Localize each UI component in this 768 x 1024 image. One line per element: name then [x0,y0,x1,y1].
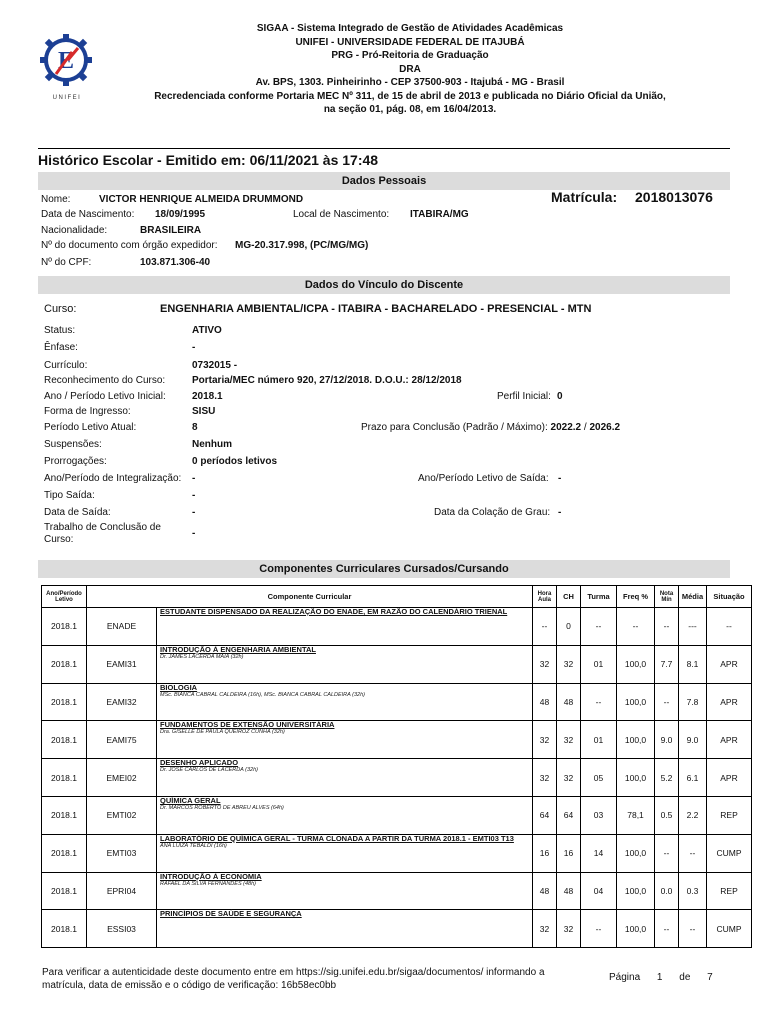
header-line-dra: DRA [399,63,421,75]
componente-docente: Dr. MARCOS ROBERTO DE ABREU ALVES (64h) [160,804,284,811]
section-dados-pessoais: Dados Pessoais [38,172,730,190]
prazo-separator: / [583,422,587,433]
nome-value: VICTOR HENRIQUE ALMEIDA DRUMMOND [99,194,304,205]
cell-situacao: REP [707,796,752,834]
curriculo-value: 0732015 - [192,360,238,371]
cpf-label: Nº do CPF: [41,257,92,268]
cell-freq: 100,0 [617,834,655,872]
table-header-row [42,586,752,608]
tipo-saida-label: Tipo Saída: [44,490,95,501]
nacionalidade-value: BRASILEIRA [140,225,202,236]
header-line-address: Av. BPS, 1303. Pinheirinho - CEP 37500-903 - Itajubá - MG - Brasil [255,77,565,88]
reconhecimento-value: Portaria/MEC número 920, 27/12/2018. D.O.U.: 28/12/2018 [192,375,462,386]
cell-codigo: EAMI75 [87,721,157,759]
cell-ch: 32 [557,910,581,948]
cell-turma: 05 [581,759,617,797]
cell-freq: -- [617,608,655,646]
cell-freq: 100,0 [617,683,655,721]
cell-hora-aula: 32 [533,759,557,797]
tcc-label [44,522,161,546]
cell-nota-min: -- [655,608,679,646]
componente-docente: Dra. GISELLE DE PAULA QUEIROZ CUNHA (32h) [160,729,285,736]
table-row [42,608,752,646]
tipo-saida-value: - [192,490,196,501]
cell-hora-aula: 48 [533,872,557,910]
table-row [42,683,752,721]
periodo-atual-label: Período Letivo Atual: [44,422,137,433]
cell-freq: 100,0 [617,645,655,683]
table-row [42,759,752,797]
cell-codigo: EPRI04 [87,872,157,910]
cell-ano: 2018.1 [42,796,87,834]
cell-situacao: APR [707,645,752,683]
header-line-publication: na seção 01, pág. 08, em 16/04/2013. [323,104,497,115]
local-value: ITABIRA/MG [410,209,469,220]
table-row [42,721,752,759]
prorrogacoes-label: Prorrogações: [44,456,107,467]
componente-docente: Dr. JOSE CARLOS DE LACERDA (32h) [160,767,259,774]
cell-situacao: APR [707,683,752,721]
table-body [42,608,752,948]
componente-nome: BIOLOGIA [160,682,198,692]
colacao-value: - [558,507,562,518]
status-value: ATIVO [192,325,222,336]
prazo-conclusao [361,422,620,433]
cell-componente [157,910,533,948]
cell-turma: 03 [581,796,617,834]
cell-ano: 2018.1 [42,872,87,910]
institution-header-text [100,22,720,117]
cell-codigo: EMTI02 [87,796,157,834]
cell-nota-min: 0.0 [655,872,679,910]
nascimento-value: 18/09/1995 [155,209,206,220]
cell-ano: 2018.1 [42,910,87,948]
cell-ch: 32 [557,645,581,683]
curso-label: Curso: [44,303,77,315]
prazo-padrao: 2022.2 [550,422,582,433]
header-line-university: UNIFEI - UNIVERSIDADE FEDERAL DE ITAJUBÁ [295,36,525,48]
page-total: 7 [707,972,713,983]
verification-note [42,966,582,992]
section-componentes: Componentes Curriculares Cursados/Cursando [38,560,730,578]
suspensoes-value: Nenhum [192,439,232,450]
page-label: Página [609,972,641,983]
cell-componente [157,645,533,683]
cell-nota-min: -- [655,910,679,948]
cell-freq: 100,0 [617,872,655,910]
header-line-accreditation: Recredenciada conforme Portaria MEC Nº 311, de 15 de abril de 2013 e publicada no Diário Oficial da União, [154,90,666,102]
cell-media: 9.0 [679,721,707,759]
header-turma: Turma [581,586,617,608]
prazo-maximo: 2026.2 [589,422,621,433]
data-saida-value: - [192,507,196,518]
cell-situacao: CUMP [707,910,752,948]
cell-codigo: EAMI31 [87,645,157,683]
nacionalidade-label: Nacionalidade: [41,225,108,236]
status-label: Status: [44,325,76,336]
page-indicator [609,972,727,983]
logo-caption: UNIFEI [52,95,82,101]
table-row [42,910,752,948]
componente-docente: MSc. BIANCA CABRAL CALDEIRA (16h), MSc. BIANCA CABRAL CALDEIRA (32h) [160,691,365,698]
ingresso-label: Forma de Ingresso: [44,406,131,417]
cell-ch: 48 [557,872,581,910]
cell-ch: 0 [557,608,581,646]
cell-componente [157,796,533,834]
componente-docente: RAFAEL DA SILVA FERNANDES (48h) [160,880,256,887]
cell-ano: 2018.1 [42,759,87,797]
cell-ano: 2018.1 [42,608,87,646]
table-row [42,796,752,834]
integralizacao-value: - [192,473,196,484]
cell-turma: -- [581,608,617,646]
svg-text:E: E [57,48,75,74]
cell-ano: 2018.1 [42,645,87,683]
local-label: Local de Nascimento: [293,209,390,220]
componente-nome: DESENHO APLICADO [160,758,239,768]
cell-situacao: APR [707,759,752,797]
suspensoes-label: Suspensões: [44,439,102,450]
cell-componente [157,834,533,872]
cell-freq: 78,1 [617,796,655,834]
matricula-label: Matrícula: [551,189,618,205]
componente-nome: QUÍMICA GERAL [160,795,221,805]
ano-inicial-label: Ano / Período Letivo Inicial: [44,391,166,402]
cell-codigo: EMTI03 [87,834,157,872]
cell-media: 0.3 [679,872,707,910]
cell-hora-aula: 32 [533,910,557,948]
cell-ano: 2018.1 [42,683,87,721]
cell-nota-min: -- [655,683,679,721]
cell-freq: 100,0 [617,759,655,797]
cell-codigo: ESSI03 [87,910,157,948]
cell-freq: 100,0 [617,910,655,948]
cell-media: --- [679,608,707,646]
documento-value: MG-20.317.998, (PC/MG/MG) [235,240,369,251]
cell-hora-aula: 48 [533,683,557,721]
verification-line-2: matrícula, data de emissão e o código de verificação: 16b58ec0bb [42,980,337,991]
integralizacao-label: Ano/Período de Integralização: [44,473,182,484]
tcc-label-line-1: Trabalho de Conclusão de [44,522,161,533]
matricula-value: 2018013076 [635,189,713,205]
cell-hora-aula: -- [533,608,557,646]
componente-docente: Dr. JAMES LACERDA MAIA (32h) [160,653,244,660]
cell-hora-aula: 32 [533,645,557,683]
componente-nome: ESTUDANTE DISPENSADO DA REALIZAÇÃO DO ENADE, EM RAZÃO DO CALENDÁRIO TRIENAL [160,607,508,616]
cell-hora-aula: 16 [533,834,557,872]
ingresso-value: SISU [192,406,216,417]
ano-inicial-value: 2018.1 [192,391,223,402]
saida-ano-value: - [558,473,562,484]
tcc-label-line-2: Curso: [44,534,74,545]
cell-ch: 32 [557,759,581,797]
cell-hora-aula: 32 [533,721,557,759]
cell-componente [157,683,533,721]
cpf-value: 103.871.306-40 [140,257,211,268]
cell-turma: -- [581,683,617,721]
header-situacao: Situação [707,586,752,608]
componentes-table [41,585,752,948]
cell-nota-min: 5.2 [655,759,679,797]
componente-nome: FUNDAMENTOS DE EXTENSÃO UNIVERSITÁRIA [160,720,335,730]
cell-media: 7.8 [679,683,707,721]
cell-codigo: EAMI32 [87,683,157,721]
cell-ch: 64 [557,796,581,834]
header-hora-aula: Hora Aula [533,586,557,608]
cell-situacao: -- [707,608,752,646]
cell-componente [157,872,533,910]
perfil-value: 0 [557,391,563,402]
table-row [42,872,752,910]
cell-nota-min: 9.0 [655,721,679,759]
prorrogacoes-value: 0 períodos letivos [192,456,278,467]
header-componente: Componente Curricular [87,586,533,608]
cell-hora-aula: 64 [533,796,557,834]
cell-ano: 2018.1 [42,834,87,872]
section-dados-vinculo: Dados do Vínculo do Discente [38,276,730,294]
enfase-label: Ênfase: [44,342,78,353]
data-saida-label: Data de Saída: [44,507,111,518]
reconhecimento-label: Reconhecimento do Curso: [44,375,166,386]
componente-nome: INTRODUÇÃO À ENGENHARIA AMBIENTAL [160,644,316,654]
componente-nome: LABORATÓRIO DE QUÍMICA GERAL - TURMA CLONADA A PARTIR DA TURMA 2018.1 - EMTI03 T13 [160,833,514,843]
cell-componente [157,721,533,759]
cell-media: 2.2 [679,796,707,834]
componente-docente: ANA LUIZA TEBALDI (16h) [160,842,227,849]
cell-situacao: CUMP [707,834,752,872]
nome-label: Nome: [41,194,71,205]
cell-ch: 32 [557,721,581,759]
prazo-label: Prazo para Conclusão (Padrão / Máximo): [361,422,548,433]
header-media: Média [679,586,707,608]
unifei-logo-icon [38,30,94,94]
header-ano: Ano/Período Letivo [42,586,87,608]
cell-turma: 01 [581,721,617,759]
page-current: 1 [656,972,663,983]
table-row [42,834,752,872]
cell-turma: 14 [581,834,617,872]
page-of: de [679,972,691,983]
cell-situacao: REP [707,872,752,910]
cell-ch: 48 [557,683,581,721]
cell-turma: 04 [581,872,617,910]
curriculo-label: Currículo: [44,360,88,371]
saida-ano-label: Ano/Período Letivo de Saída: [418,473,549,484]
cell-ch: 16 [557,834,581,872]
cell-nota-min: -- [655,834,679,872]
cell-codigo: ENADE [87,608,157,646]
periodo-atual-value: 8 [192,422,198,433]
cell-freq: 100,0 [617,721,655,759]
cell-turma: -- [581,910,617,948]
header-line-sigaa: SIGAA - Sistema Integrado de Gestão de Atividades Acadêmicas [256,23,564,34]
cell-media: -- [679,834,707,872]
cell-codigo: EMEI02 [87,759,157,797]
header-nota-min: Nota Mín [655,586,679,608]
documento-label: Nº do documento com órgão expedidor: [41,240,218,251]
header-ch: CH [557,586,581,608]
header-line-prg: PRG - Pró-Reitoria de Graduação [331,50,489,61]
cell-turma: 01 [581,645,617,683]
matricula [551,189,713,205]
cell-media: 6.1 [679,759,707,797]
cell-componente [157,759,533,797]
cell-media: 8.1 [679,645,707,683]
nascimento-label: Data de Nascimento: [41,209,135,220]
componente-nome: INTRODUÇÃO À ECONOMIA [160,871,262,881]
verification-line-1: Para verificar a autenticidade deste documento entre em https://sig.unifei.edu.br/sigaa/documentos/ informando a [42,967,545,978]
componente-nome: PRINCÍPIOS DE SAÚDE E SEGURANÇA [160,909,302,919]
cell-nota-min: 0.5 [655,796,679,834]
tcc-value: - [192,528,196,539]
cell-nota-min: 7.7 [655,645,679,683]
enfase-value: - [192,342,196,353]
cell-media: -- [679,910,707,948]
document-header [0,18,768,128]
colacao-label: Data da Colação de Grau: [434,507,551,518]
cell-componente [157,608,533,646]
curso-value: ENGENHARIA AMBIENTAL/ICPA - ITABIRA - BACHARELADO - PRESENCIAL - MTN [160,303,592,315]
document-title: Histórico Escolar - Emitido em: 06/11/2021 às 17:48 [38,148,730,168]
perfil-label: Perfil Inicial: [497,391,551,402]
table-row [42,645,752,683]
cell-situacao: APR [707,721,752,759]
cell-ano: 2018.1 [42,721,87,759]
header-freq: Freq % [617,586,655,608]
